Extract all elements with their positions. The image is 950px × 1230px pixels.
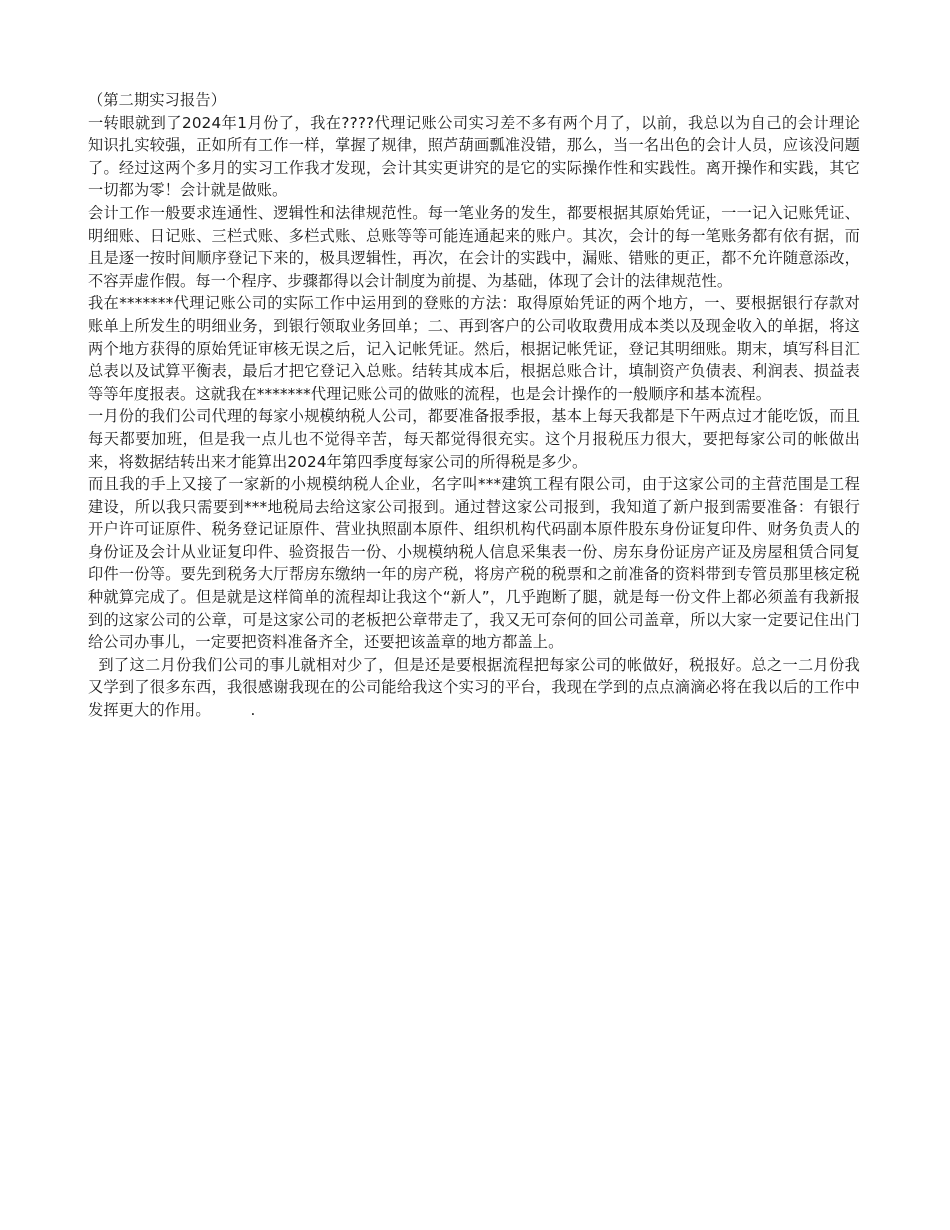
report-document — [88, 89, 860, 722]
paragraph-accounting-principles: 会计工作一般要求连通性、逻辑性和法律规范性。每一笔业务的发生，都要根据其原始凭证，一一记入记账凭证、明细账、日记账、三栏式账、多栏式账、总账等等可能连通起来的账户。其次，会计的每一笔账务都有依有据，而且是逐一按时间顺序登记下来的，极具逻辑性，再次，在会计的实践中，漏账、错账的更正，都不允许随意添改，不容弄虚作假。每一个程序、步骤都得以会计制度为前提、为基础，体现了会计的法律规范性。 — [88, 203, 860, 290]
paragraph-new-client-registration: 而且我的手上又接了一家新的小规模纳税人企业，名字叫***建筑工程有限公司，由于这家公司的主营范围是工程建设，所以我只需要到***地税局去给这家公司报到。通过替这家公司报到，我知道了新户报到需要准备：有银行开户许可证原件、税务登记证原件、营业执照副本原件、组织机构代码副本原件股东身份证复印件、财务负责人的身份证及会计从业证复印件、验资报告一份、小规模纳税人信息采集表一份、房东身份证房产证及房屋租赁合同复印件一份等。要先到税务大厅帮房东缴纳一年的房产税，将房产税的税票和之前准备的资料带到专管员那里核定税种就算完成了。但是就是这样简单的流程却让我这个“新人”，几乎跑断了腿，就是每一份文件上都必须盖有我新报到的这家公司的公章，可是这家公司的老板把公章带走了，我又无可奈何的回公司盖章，所以大家一定要记住出门给公司办事儿，一定要把资料准备齐全，还要把该盖章的地方都盖上。 — [88, 475, 860, 652]
report-heading: （第二期实习报告） — [88, 91, 227, 109]
paragraph-conclusion: 到了这二月份我们公司的事儿就相对少了，但是还是要根据流程把每家公司的帐做好，税报好。总之一二月份我又学到了很多东西，我很感谢我现在的公司能给我这个实习的平台，我现在学到的点点滴滴必将在我以后的工作中发挥更大的作用。 . — [88, 655, 860, 720]
paragraph-january-work: 一月份的我们公司代理的每家小规模纳税人公司，都要准备报季报，基本上每天我都是下午两点过才能吃饭，而且每天都要加班，但是我一点儿也不觉得辛苦，每天都觉得很充实。这个月报税压力很大，要把每家公司的帐做出来，将数据结转出来才能算出2024年第四季度每家公司的所得税是多少。 — [88, 407, 860, 471]
paragraph-bookkeeping-process: 我在*******代理记账公司的实际工作中运用到的登账的方法：取得原始凭证的两个地方，一、要根据银行存款对账单上所发生的明细业务，到银行领取业务回单；二、再到客户的公司收取费用成本类以及现金收入的单据，将这两个地方获得的原始凭证审核无误之后，记入记帐凭证。然后，根据记帐凭证，登记其明细账。期末，填写科目汇总表以及试算平衡表，最后才把它登记入总账。结转其成本后，根据总账合计，填制资产负债表、利润表、损益表等等年度报表。这就我在*******代理记账公司的做账的流程，也是会计操作的一般顺序和基本流程。 — [88, 294, 860, 403]
paragraph-intro: 一转眼就到了2024年1月份了，我在????代理记账公司实习差不多有两个月了，以前，我总以为自己的会计理论知识扎实较强，正如所有工作一样，掌握了规律，照芦葫画瓢准没错，那么，当一名出色的会计人员，应该没问题了。经过这两个多月的实习工作我才发现，会计其实更讲究的是它的实际操作性和实践性。离开操作和实践，其它一切都为零！会计就是做账。 — [88, 113, 860, 200]
